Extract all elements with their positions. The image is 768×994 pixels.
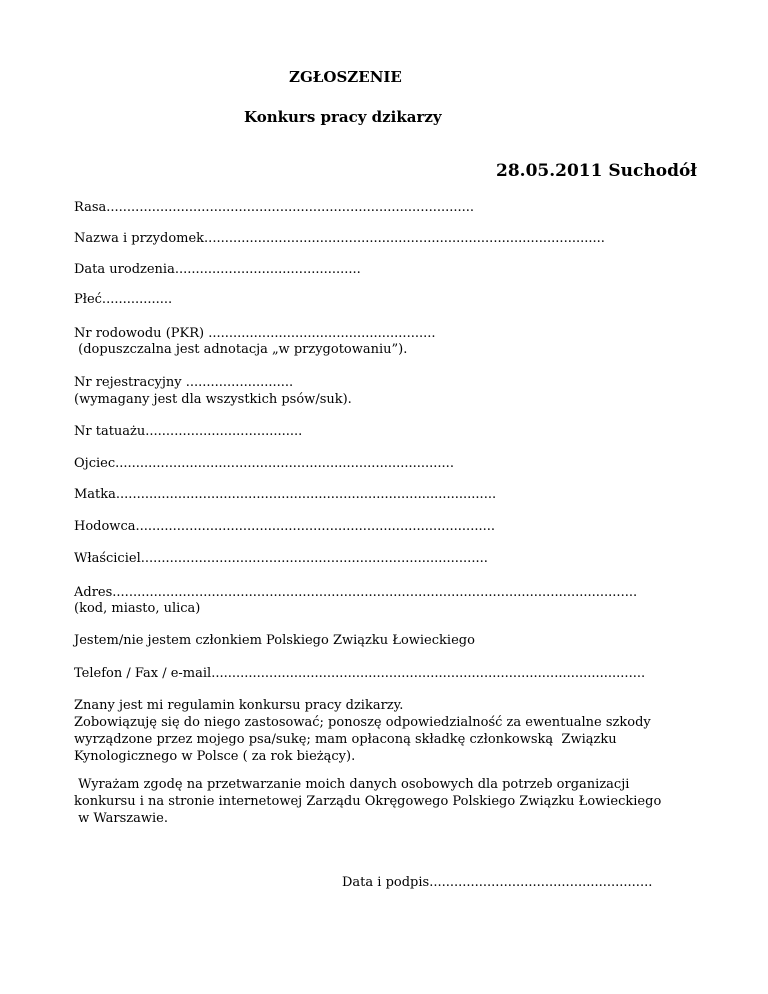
field-nazwa: Nazwa i przydomek................................................................................................. [74,231,605,246]
consent-line-1: Wyrażam zgodę na przetwarzanie moich danych osobowych dla potrzeb organizacji [74,777,630,792]
field-czlonek: Jestem/nie jestem członkiem Polskiego Związku Łowieckiego [74,633,475,648]
consent-line-2: konkursu i na stronie internetowej Zarządu Okręgowego Polskiego Związku Łowieckiego [74,794,662,809]
consent-line-3: w Warszawie. [74,811,168,826]
statement-line-4: Kynologicznego w Polsce ( za rok bieżący). [74,749,356,764]
statement-line-2: Zobowiązuję się do niego zastosować; ponoszę odpowiedzialność za ewentualne szkody [74,715,651,730]
statement-line-1: Znany jest mi regulamin konkursu pracy dzikarzy. [74,698,404,713]
field-plec: Płeć................. [74,292,173,307]
field-adres-note: (kod, miasto, ulica) [74,601,201,616]
field-telefon: Telefon / Fax / e-mail......................................................................................................... [74,666,646,681]
statement-line-3: wyrządzone przez mojego psa/sukę; mam opłaconą składkę członkowską Związku [74,732,617,747]
document-subtitle: Konkurs pracy dzikarzy [244,108,442,126]
date-place: 28.05.2011 Suchodół [496,161,697,181]
field-rasa: Rasa......................................................................................... [74,200,475,215]
field-nr-rejestracyjny: Nr rejestracyjny .......................... [74,375,294,390]
field-nr-tatuazu: Nr tatuażu...................................... [74,424,303,439]
field-ojciec: Ojciec.................................................................................. [74,456,454,471]
field-wlasciciel: Właściciel.................................................................................... [74,551,488,566]
field-nr-rejestracyjny-note: (wymagany jest dla wszystkich psów/suk). [74,392,352,407]
field-adres: Adres............................................................................................................................... [74,585,638,600]
field-nr-rodowodu: Nr rodowodu (PKR) ....................................................... [74,326,436,341]
field-hodowca: Hodowca....................................................................................... [74,519,495,534]
field-data-urodzenia: Data urodzenia............................................. [74,262,361,277]
field-nr-rodowodu-note: (dopuszczalna jest adnotacja „w przygotowaniu”). [74,342,408,357]
field-matka: Matka............................................................................................ [74,487,497,502]
document-title: ZGŁOSZENIE [289,68,402,86]
signature-line: Data i podpis...................................................... [342,875,653,890]
